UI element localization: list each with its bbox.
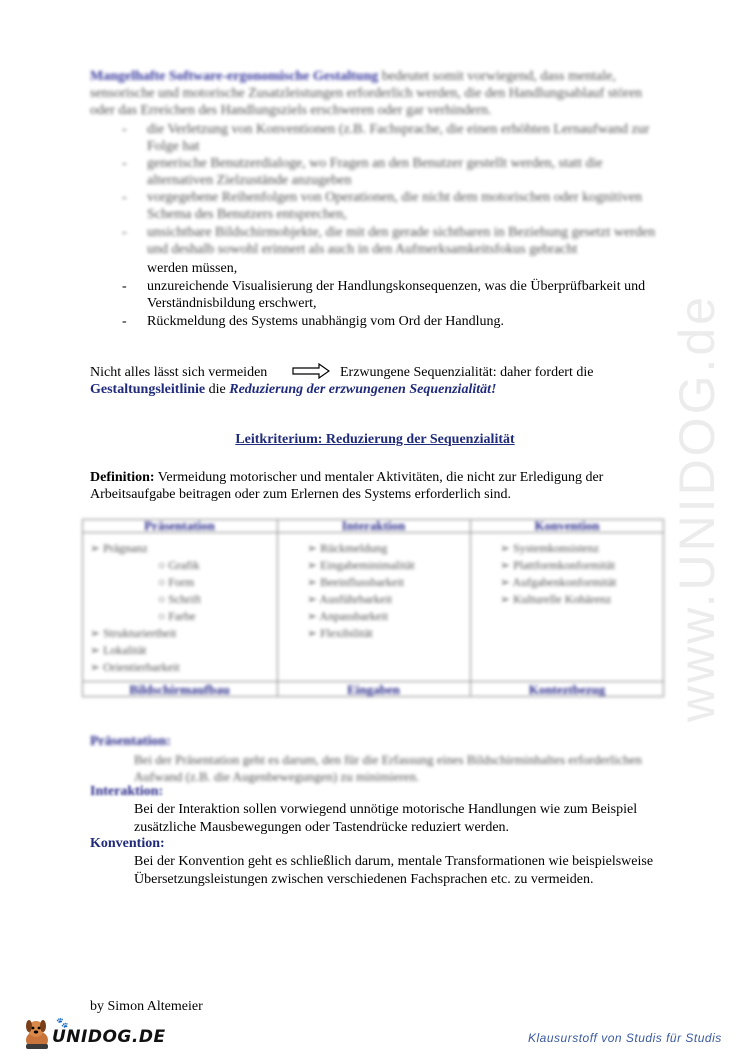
intro-heading: Mangelhafte Software-ergonomische Gestaltung — [90, 69, 379, 84]
table-item: ➢ Eingabeminimalität — [307, 558, 415, 572]
intro-text: bedeutet somit vorwiegend, dass mentale, sensorische und motorische Zusatzleistungen erforderlich werden, die den Handlungsablauf stören oder das Erreichen des Handlungsziels erschweren oder gar verhindern. — [90, 69, 643, 118]
author-line: by Simon Altemeier — [90, 999, 203, 1014]
right-arrow-icon — [292, 363, 330, 379]
praesentation-text: Bei der Präsentation geht es darum, den für die Erfassung eines Bildschirminhaltes erforderlichen Aufwand (z.B. die Augenbewegungen) zu minimieren. — [134, 752, 642, 784]
intro-paragraph — [90, 68, 660, 119]
bullet-dash: - — [122, 156, 127, 171]
bullet-text: Rückmeldung des Systems unabhängig vom Ord der Handlung. — [147, 314, 504, 329]
table-header-cell: Präsentation — [144, 518, 215, 533]
bullet-dash: - — [122, 190, 127, 205]
table-subitem: ○ Schrift — [158, 592, 201, 606]
table-footer-cell: Bildschirmaufbau — [129, 682, 230, 697]
paw-icon: 🐾 — [56, 1018, 69, 1029]
table-item: ➢ Rückmeldung — [307, 541, 388, 555]
bullet-dash: - — [122, 314, 127, 329]
gestaltungsleitlinie-goal: Reduzierung der erzwungenen Sequenzialität! — [229, 382, 497, 397]
bullet-text-tail: werden müssen, — [147, 261, 238, 276]
gestaltungsleitlinie-label: Gestaltungsleitlinie — [90, 382, 206, 397]
table-item: ➢ Systemkonsistenz — [500, 541, 600, 555]
interaktion-text: Bei der Interaktion sollen vorwiegend unnötige motorische Handlungen wie zum Beispiel zusätzliche Mausbewegungen oder Tastendrücke reduziert werden. — [134, 802, 638, 835]
gestaltungsleitlinie-mid: die — [205, 382, 230, 397]
konvention-heading: Konvention: — [90, 836, 165, 851]
bullet-text: unzureichende Visualisierung der Handlungskonsequenzen, was die Überprüfbarkeit und Verständnisbildung erschwert, — [147, 279, 646, 311]
logo-text: UNIDOG.DE — [52, 1027, 166, 1047]
table-item: ➢ Orientierbarkeit — [90, 660, 180, 674]
bullet-dash: - — [122, 279, 127, 294]
definition-paragraph — [90, 469, 665, 503]
table-footer-cell: Konteztbezug — [528, 682, 606, 697]
erzwungen-text: Erzwungene Sequenzialität: daher fordert die — [340, 365, 594, 380]
table-item: ➢ Plattformkonformität — [500, 558, 616, 572]
konvention-text: Bei der Konvention geht es schließlich darum, mentale Transformationen wie beispielsweise Übersetzungsleistungen zwischen verschiedenen Fachsprachen etc. zu vermeiden. — [134, 854, 654, 887]
praesentation-heading: Präsentation: — [90, 734, 171, 749]
table-item: ➢ Flexibilität — [307, 626, 373, 640]
column-divider — [470, 519, 471, 697]
definition-text: Vermeidung motorischer und mentaler Aktivitäten, die nicht zur Erledigung der Arbeitsaufgabe beitragen oder zum Erlernen des Systems erforderlich sind. — [90, 470, 604, 502]
tagline: Klausurstoff von Studis für Studis — [528, 1031, 722, 1045]
unidog-logo — [22, 1018, 166, 1054]
leitkriterium-heading: Leitkriterium: Reduzierung der Sequenzialität — [235, 432, 515, 447]
column-divider — [277, 519, 278, 697]
table-item: ➢ Ausführbarkeit — [307, 592, 393, 606]
table-header-cell: Interaktion — [341, 518, 406, 533]
table-subitem: ○ Grafik — [158, 558, 200, 572]
bullet-text: unsichtbare Bildschirmobjekte, die mit den gerade sichtbaren in Beziehung gesetzt werden und deshalb sowohl erinnert als auch in den Aufmerksamkeitsfokus gebracht — [147, 225, 656, 257]
table-item: ➢ Strukturiertheit — [90, 626, 177, 640]
criteria-table — [82, 519, 664, 697]
bullet-text: generische Benutzerdialoge, wo Fragen an den Benutzer gestellt werden, statt die alternativen Zielzustände anzugeben — [147, 156, 603, 188]
gestaltungsleitlinie-line — [90, 381, 496, 398]
bullet-dash: - — [122, 225, 127, 240]
table-item: ➢ Lokalität — [90, 643, 147, 657]
watermark: www.UNIDOG.de — [669, 294, 725, 722]
nicht-text: Nicht alles lässt sich vermeiden — [90, 365, 268, 380]
definition-label: Definition: — [90, 470, 155, 485]
table-footer-cell: Eingaben — [347, 682, 400, 697]
table-item: ➢ Beeinflussbarkeit — [307, 575, 405, 589]
table-subitem: ○ Farbe — [158, 609, 196, 623]
table-item: ➢ Anpassbarkeit — [307, 609, 389, 623]
table-item: ➢ Aufgabenkonformität — [500, 575, 617, 589]
table-item: ➢ Kulturelle Kohärenz — [500, 592, 612, 606]
table-item: ➢ Prägnanz — [90, 541, 148, 555]
bullet-text: die Verletzung von Konventionen (z.B. Fachsprache, die einen erhöhten Lernaufwand zur Folge hat — [147, 122, 650, 154]
dog-mascot-icon — [22, 1018, 54, 1052]
table-header-cell: Konvention — [534, 518, 600, 533]
bullet-dash: - — [122, 122, 127, 137]
bullet-text: vorgegebene Reihenfolgen von Operationen, die nicht dem motorischen oder kognitiven Schema des Benutzers entsprechen, — [147, 190, 643, 222]
interaktion-heading: Interaktion: — [90, 784, 164, 799]
table-subitem: ○ Form — [158, 575, 195, 589]
